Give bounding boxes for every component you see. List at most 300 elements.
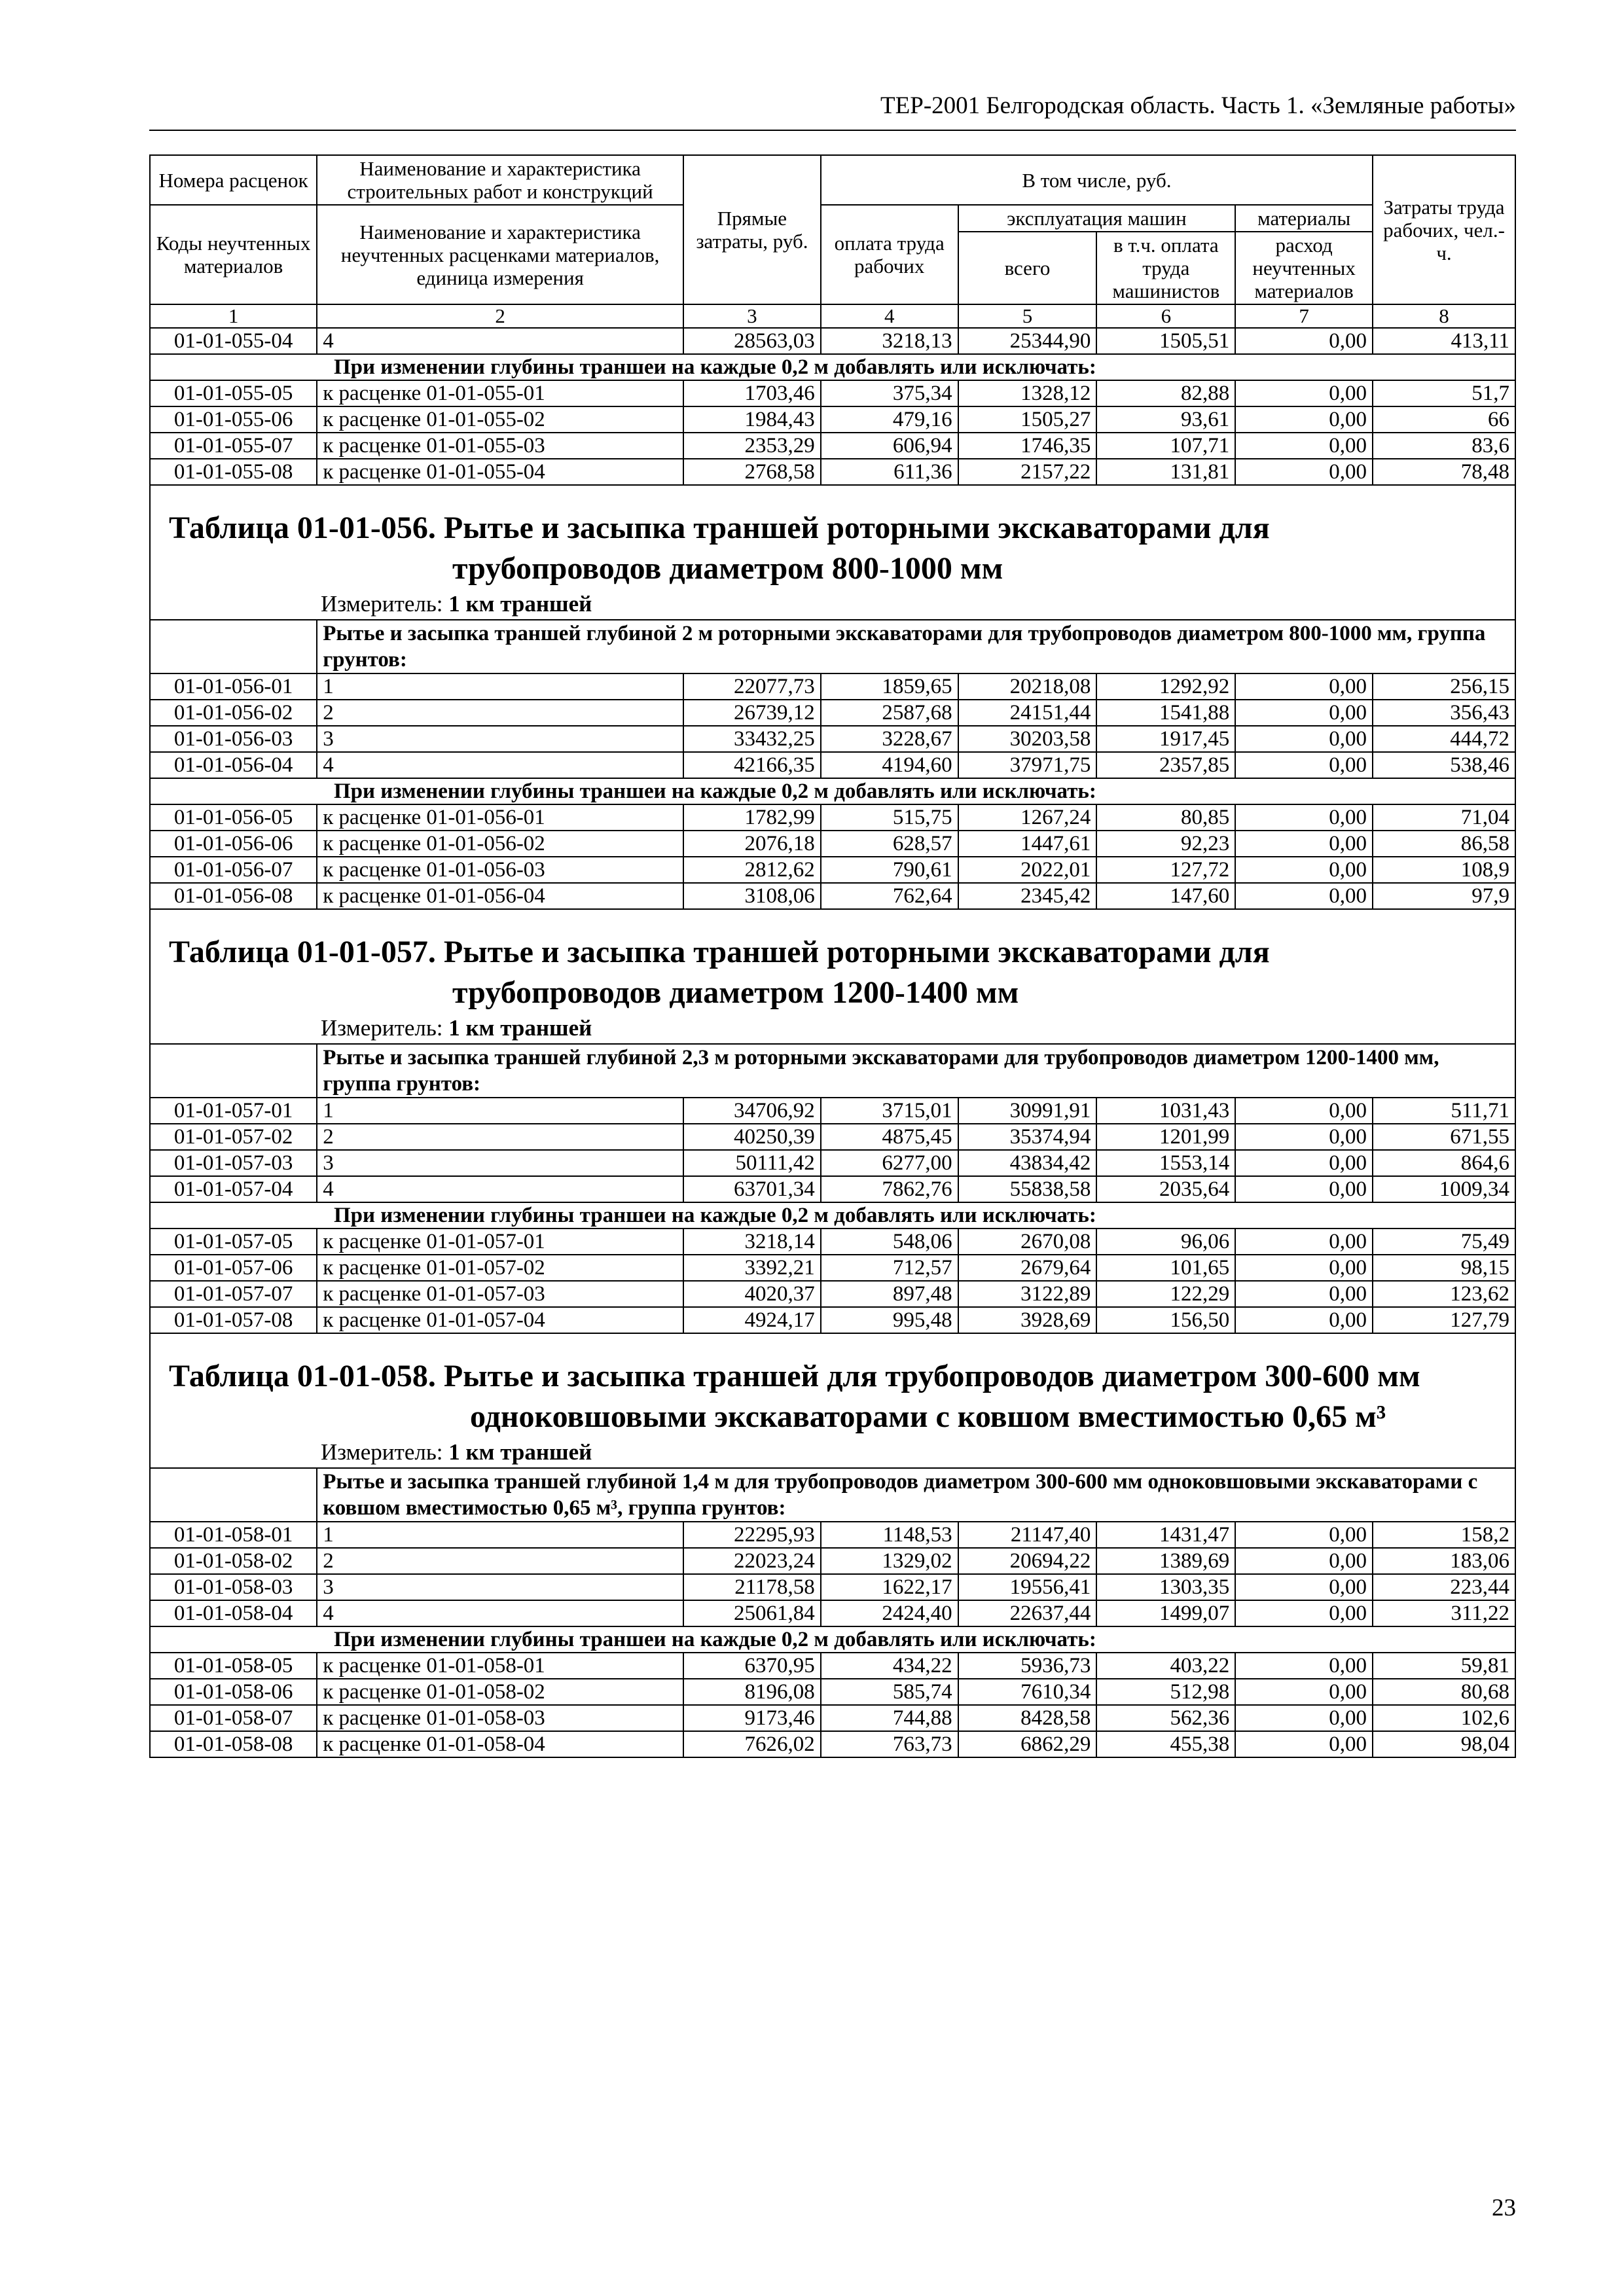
labor-cost: 1622,17 — [821, 1574, 958, 1600]
measure-line — [150, 589, 1515, 620]
direct-cost: 4020,37 — [683, 1281, 821, 1307]
labor-hours: 183,06 — [1373, 1548, 1515, 1574]
materials-cost: 0,00 — [1235, 1653, 1373, 1679]
labor-cost: 515,75 — [821, 804, 958, 831]
machine-cost: 2022,01 — [958, 857, 1097, 883]
column-number: 5 — [958, 304, 1097, 328]
measure-label: Измеритель: — [321, 1439, 443, 1465]
materials-cost: 0,00 — [1235, 1124, 1373, 1150]
note-row — [150, 778, 1515, 804]
machine-cost: 20694,22 — [958, 1548, 1097, 1574]
labor-hours: 127,79 — [1373, 1307, 1515, 1333]
rate-name: к расценке 01-01-055-01 — [317, 380, 683, 406]
labor-hours: 75,49 — [1373, 1229, 1515, 1255]
machine-cost: 30203,58 — [958, 726, 1097, 752]
section-title-line-1: Таблица 01-01-057. Рытье и засыпка траншей роторными экскаваторами для — [169, 935, 1270, 969]
rate-name: 3 — [317, 1574, 683, 1600]
rate-name: 1 — [317, 1522, 683, 1548]
col2-header-bottom: Наименование и характеристика неучтенных расценками материалов, единица измерения — [317, 205, 683, 304]
direct-cost: 9173,46 — [683, 1705, 821, 1731]
labor-cost: 548,06 — [821, 1229, 958, 1255]
labor-cost: 2587,68 — [821, 700, 958, 726]
section-title-line-2: одноковшовыми экскаваторами с ковшом вместимостью 0,65 м³ — [470, 1399, 1386, 1434]
operator-cost: 1553,14 — [1096, 1150, 1235, 1176]
operator-cost: 1499,07 — [1096, 1600, 1235, 1626]
rate-name: к расценке 01-01-058-03 — [317, 1705, 683, 1731]
rate-code: 01-01-056-04 — [150, 752, 317, 778]
machine-cost: 1328,12 — [958, 380, 1097, 406]
section-title — [150, 1333, 1515, 1437]
rate-name: к расценке 01-01-058-04 — [317, 1731, 683, 1757]
machine-cost: 5936,73 — [958, 1653, 1097, 1679]
labor-cost: 606,94 — [821, 433, 958, 459]
page-number: 23 — [1492, 2195, 1516, 2221]
operator-cost: 93,61 — [1096, 406, 1235, 433]
rate-code: 01-01-056-05 — [150, 804, 317, 831]
labor-cost: 3715,01 — [821, 1098, 958, 1124]
rate-name: к расценке 01-01-057-04 — [317, 1307, 683, 1333]
rate-code: 01-01-057-05 — [150, 1229, 317, 1255]
measure-value: 1 км траншей — [448, 591, 592, 617]
labor-cost: 744,88 — [821, 1705, 958, 1731]
rate-name: 4 — [317, 328, 683, 354]
table-row — [150, 406, 1515, 433]
rate-code: 01-01-058-06 — [150, 1679, 317, 1705]
rate-name: к расценке 01-01-056-03 — [317, 857, 683, 883]
rate-name: к расценке 01-01-056-01 — [317, 804, 683, 831]
operator-cost: 403,22 — [1096, 1653, 1235, 1679]
table-row — [150, 1124, 1515, 1150]
rate-code: 01-01-056-06 — [150, 831, 317, 857]
materials-cost: 0,00 — [1235, 726, 1373, 752]
table-row — [150, 726, 1515, 752]
measure-row — [150, 1013, 1515, 1044]
measure-text — [156, 1437, 1509, 1467]
table-row — [150, 1574, 1515, 1600]
col5-header: всего — [958, 232, 1097, 304]
direct-cost: 4924,17 — [683, 1307, 821, 1333]
direct-cost: 1984,43 — [683, 406, 821, 433]
operator-cost: 156,50 — [1096, 1307, 1235, 1333]
rate-code: 01-01-058-03 — [150, 1574, 317, 1600]
table-row — [150, 673, 1515, 700]
measure-row — [150, 589, 1515, 620]
materials-cost: 0,00 — [1235, 1255, 1373, 1281]
measure-row — [150, 1437, 1515, 1468]
labor-hours: 158,2 — [1373, 1522, 1515, 1548]
table-row — [150, 380, 1515, 406]
table-row — [150, 752, 1515, 778]
labor-hours: 356,43 — [1373, 700, 1515, 726]
rate-code: 01-01-057-04 — [150, 1176, 317, 1202]
table-row — [150, 1176, 1515, 1202]
rate-code: 01-01-055-05 — [150, 380, 317, 406]
measure-text — [156, 589, 1509, 619]
measure-line — [150, 1013, 1515, 1044]
machine-cost: 37971,75 — [958, 752, 1097, 778]
direct-cost: 42166,35 — [683, 752, 821, 778]
labor-hours: 223,44 — [1373, 1574, 1515, 1600]
operator-cost: 1505,51 — [1096, 328, 1235, 354]
rate-code: 01-01-056-08 — [150, 883, 317, 909]
labor-hours: 86,58 — [1373, 831, 1515, 857]
direct-cost: 8196,08 — [683, 1679, 821, 1705]
table-row — [150, 328, 1515, 354]
direct-cost: 2076,18 — [683, 831, 821, 857]
labor-hours: 444,72 — [1373, 726, 1515, 752]
operator-cost: 1917,45 — [1096, 726, 1235, 752]
labor-cost: 479,16 — [821, 406, 958, 433]
operator-cost: 1431,47 — [1096, 1522, 1235, 1548]
note-row — [150, 1202, 1515, 1229]
col6-header: в т.ч. оплата труда машинистов — [1096, 232, 1235, 304]
subtitle-row — [150, 620, 1515, 673]
direct-cost: 3392,21 — [683, 1255, 821, 1281]
subtitle-row — [150, 1468, 1515, 1522]
rate-name: к расценке 01-01-055-02 — [317, 406, 683, 433]
table-row — [150, 1229, 1515, 1255]
subtitle-code-cell — [150, 620, 317, 673]
materials-cost: 0,00 — [1235, 1522, 1373, 1548]
col2-header-top: Наименование и характеристика строительных работ и конструкций — [317, 155, 683, 205]
machine-cost: 25344,90 — [958, 328, 1097, 354]
labor-cost: 3228,67 — [821, 726, 958, 752]
table-row — [150, 1281, 1515, 1307]
labor-hours: 78,48 — [1373, 459, 1515, 485]
labor-hours: 59,81 — [1373, 1653, 1515, 1679]
labor-hours: 51,7 — [1373, 380, 1515, 406]
labor-cost: 611,36 — [821, 459, 958, 485]
table-row — [150, 1548, 1515, 1574]
running-header: ТЕР-2001 Белгородская область. Часть 1. «Земляные работы» — [880, 92, 1516, 119]
machine-cost: 2157,22 — [958, 459, 1097, 485]
rate-name: 3 — [317, 1150, 683, 1176]
depth-adjustment-note: При изменении глубины траншеи на каждые 0,2 м добавлять или исключать: — [150, 1626, 1515, 1653]
section-title-row — [150, 485, 1515, 589]
materials-cost: 0,00 — [1235, 1548, 1373, 1574]
machine-cost: 22637,44 — [958, 1600, 1097, 1626]
materials-cost: 0,00 — [1235, 1150, 1373, 1176]
machine-cost: 1447,61 — [958, 831, 1097, 857]
labor-hours: 671,55 — [1373, 1124, 1515, 1150]
materials-cost: 0,00 — [1235, 883, 1373, 909]
measure-line — [150, 1437, 1515, 1468]
table-row — [150, 1522, 1515, 1548]
operator-cost: 512,98 — [1096, 1679, 1235, 1705]
materials-cost: 0,00 — [1235, 1731, 1373, 1757]
direct-cost: 1703,46 — [683, 380, 821, 406]
rate-name: к расценке 01-01-058-01 — [317, 1653, 683, 1679]
materials-cost: 0,00 — [1235, 804, 1373, 831]
table-row — [150, 1653, 1515, 1679]
operator-cost: 101,65 — [1096, 1255, 1235, 1281]
rate-code: 01-01-055-07 — [150, 433, 317, 459]
operator-cost: 122,29 — [1096, 1281, 1235, 1307]
direct-cost: 2768,58 — [683, 459, 821, 485]
header-rule — [149, 130, 1516, 131]
operator-cost: 131,81 — [1096, 459, 1235, 485]
rate-code: 01-01-055-08 — [150, 459, 317, 485]
machine-cost: 2345,42 — [958, 883, 1097, 909]
labor-cost: 790,61 — [821, 857, 958, 883]
rate-name: к расценке 01-01-055-04 — [317, 459, 683, 485]
col7-header: расход неучтенных материалов — [1235, 232, 1373, 304]
rate-name: к расценке 01-01-058-02 — [317, 1679, 683, 1705]
direct-cost: 21178,58 — [683, 1574, 821, 1600]
table-row — [150, 459, 1515, 485]
rate-name: 1 — [317, 673, 683, 700]
materials-cost: 0,00 — [1235, 406, 1373, 433]
labor-cost: 763,73 — [821, 1731, 958, 1757]
depth-adjustment-note: При изменении глубины траншеи на каждые 0,2 м добавлять или исключать: — [150, 354, 1515, 380]
direct-cost: 7626,02 — [683, 1731, 821, 1757]
labor-hours: 256,15 — [1373, 673, 1515, 700]
table-row — [150, 831, 1515, 857]
rate-name: 2 — [317, 1124, 683, 1150]
labor-cost: 2424,40 — [821, 1600, 958, 1626]
labor-hours: 66 — [1373, 406, 1515, 433]
section-title-line-2: трубопроводов диаметром 1200-1400 мм — [452, 975, 1019, 1010]
section-title-line-2: трубопроводов диаметром 800-1000 мм — [452, 551, 1003, 586]
operator-cost: 92,23 — [1096, 831, 1235, 857]
rate-code: 01-01-058-01 — [150, 1522, 317, 1548]
labor-hours: 80,68 — [1373, 1679, 1515, 1705]
machine-cost: 2679,64 — [958, 1255, 1097, 1281]
materials-cost: 0,00 — [1235, 673, 1373, 700]
operator-cost: 562,36 — [1096, 1705, 1235, 1731]
table-row — [150, 1600, 1515, 1626]
column-number: 6 — [1096, 304, 1235, 328]
rate-name: 2 — [317, 1548, 683, 1574]
direct-cost: 3108,06 — [683, 883, 821, 909]
rate-code: 01-01-057-08 — [150, 1307, 317, 1333]
rate-code: 01-01-058-08 — [150, 1731, 317, 1757]
direct-cost: 6370,95 — [683, 1653, 821, 1679]
materials-cost: 0,00 — [1235, 459, 1373, 485]
subtitle-row — [150, 1044, 1515, 1098]
rate-code: 01-01-055-04 — [150, 328, 317, 354]
header-row-2 — [150, 205, 1515, 232]
machine-cost: 1746,35 — [958, 433, 1097, 459]
direct-cost: 50111,42 — [683, 1150, 821, 1176]
machine-cost: 8428,58 — [958, 1705, 1097, 1731]
materials-cost: 0,00 — [1235, 752, 1373, 778]
measure-value: 1 км траншей — [448, 1015, 592, 1041]
col4-header: оплата труда рабочих — [821, 205, 958, 304]
rate-code: 01-01-056-01 — [150, 673, 317, 700]
operator-cost: 455,38 — [1096, 1731, 1235, 1757]
section-subtitle: Рытье и засыпка траншей глубиной 1,4 м для трубопроводов диаметром 300-600 мм одноковшовыми экскаваторами с ковшом вместимостью 0,65 м³, группа грунтов: — [317, 1468, 1515, 1522]
table-row — [150, 1679, 1515, 1705]
materials-cost: 0,00 — [1235, 380, 1373, 406]
materials-cost: 0,00 — [1235, 1098, 1373, 1124]
rate-name: к расценке 01-01-055-03 — [317, 433, 683, 459]
materials-cost: 0,00 — [1235, 857, 1373, 883]
operator-cost: 80,85 — [1096, 804, 1235, 831]
machine-cost: 43834,42 — [958, 1150, 1097, 1176]
materials-cost: 0,00 — [1235, 1307, 1373, 1333]
materials-cost: 0,00 — [1235, 433, 1373, 459]
measure-label: Измеритель: — [321, 1015, 443, 1041]
labor-hours: 102,6 — [1373, 1705, 1515, 1731]
col3-header: Прямые затраты, руб. — [683, 155, 821, 304]
section-title — [150, 909, 1515, 1013]
table-row — [150, 1098, 1515, 1124]
machine-cost: 7610,34 — [958, 1679, 1097, 1705]
operator-cost: 2035,64 — [1096, 1176, 1235, 1202]
rates-table — [149, 154, 1516, 1758]
labor-cost: 4194,60 — [821, 752, 958, 778]
labor-hours: 108,9 — [1373, 857, 1515, 883]
labor-cost: 897,48 — [821, 1281, 958, 1307]
rate-code: 01-01-056-02 — [150, 700, 317, 726]
operator-cost: 147,60 — [1096, 883, 1235, 909]
operator-cost: 1389,69 — [1096, 1548, 1235, 1574]
labor-cost: 585,74 — [821, 1679, 958, 1705]
table-row — [150, 700, 1515, 726]
direct-cost: 3218,14 — [683, 1229, 821, 1255]
rate-name: к расценке 01-01-056-02 — [317, 831, 683, 857]
table-row — [150, 433, 1515, 459]
rate-name: 2 — [317, 700, 683, 726]
machine-cost: 1505,27 — [958, 406, 1097, 433]
rate-code: 01-01-057-03 — [150, 1150, 317, 1176]
labor-hours: 864,6 — [1373, 1150, 1515, 1176]
direct-cost: 34706,92 — [683, 1098, 821, 1124]
labor-hours: 98,15 — [1373, 1255, 1515, 1281]
section-title — [150, 485, 1515, 589]
rate-name: 1 — [317, 1098, 683, 1124]
table-row — [150, 857, 1515, 883]
labor-hours: 538,46 — [1373, 752, 1515, 778]
rate-name: 4 — [317, 1176, 683, 1202]
rate-code: 01-01-055-06 — [150, 406, 317, 433]
rate-name: 4 — [317, 1600, 683, 1626]
subtitle-code-cell — [150, 1468, 317, 1522]
labor-cost: 4875,45 — [821, 1124, 958, 1150]
direct-cost: 22023,24 — [683, 1548, 821, 1574]
direct-cost: 28563,03 — [683, 328, 821, 354]
labor-cost: 762,64 — [821, 883, 958, 909]
rate-code: 01-01-058-05 — [150, 1653, 317, 1679]
labor-cost: 1148,53 — [821, 1522, 958, 1548]
operator-cost: 107,71 — [1096, 433, 1235, 459]
labor-hours: 123,62 — [1373, 1281, 1515, 1307]
operator-cost: 1201,99 — [1096, 1124, 1235, 1150]
operator-cost: 1031,43 — [1096, 1098, 1235, 1124]
direct-cost: 40250,39 — [683, 1124, 821, 1150]
labor-hours: 311,22 — [1373, 1600, 1515, 1626]
col1-header-top: Номера расценок — [150, 155, 317, 205]
machine-cost: 1267,24 — [958, 804, 1097, 831]
labor-cost: 434,22 — [821, 1653, 958, 1679]
measure-value: 1 км траншей — [448, 1439, 592, 1465]
machine-cost: 20218,08 — [958, 673, 1097, 700]
table-row — [150, 883, 1515, 909]
rate-code: 01-01-058-02 — [150, 1548, 317, 1574]
machine-cost: 19556,41 — [958, 1574, 1097, 1600]
table-body — [150, 155, 1515, 1757]
rate-name: к расценке 01-01-057-02 — [317, 1255, 683, 1281]
labor-hours: 83,6 — [1373, 433, 1515, 459]
direct-cost: 2353,29 — [683, 433, 821, 459]
machine-cost: 2670,08 — [958, 1229, 1097, 1255]
machines-header: эксплуатация машин — [958, 205, 1236, 232]
measure-label: Измеритель: — [321, 591, 443, 617]
labor-hours: 71,04 — [1373, 804, 1515, 831]
labor-cost: 1859,65 — [821, 673, 958, 700]
rate-code: 01-01-057-06 — [150, 1255, 317, 1281]
materials-cost: 0,00 — [1235, 1705, 1373, 1731]
rate-code: 01-01-058-07 — [150, 1705, 317, 1731]
materials-cost: 0,00 — [1235, 1229, 1373, 1255]
labor-cost: 1329,02 — [821, 1548, 958, 1574]
col8-header: Затраты труда рабочих, чел.-ч. — [1373, 155, 1515, 304]
labor-cost: 375,34 — [821, 380, 958, 406]
depth-adjustment-note: При изменении глубины траншеи на каждые 0,2 м добавлять или исключать: — [150, 778, 1515, 804]
table-row — [150, 1255, 1515, 1281]
note-row — [150, 1626, 1515, 1653]
column-number: 2 — [317, 304, 683, 328]
materials-header: материалы — [1235, 205, 1373, 232]
table-row — [150, 1307, 1515, 1333]
machine-cost: 6862,29 — [958, 1731, 1097, 1757]
rate-name: 3 — [317, 726, 683, 752]
column-number: 8 — [1373, 304, 1515, 328]
materials-cost: 0,00 — [1235, 700, 1373, 726]
direct-cost: 1782,99 — [683, 804, 821, 831]
rate-code: 01-01-056-07 — [150, 857, 317, 883]
rate-code: 01-01-057-01 — [150, 1098, 317, 1124]
materials-cost: 0,00 — [1235, 1281, 1373, 1307]
table-row — [150, 804, 1515, 831]
machine-cost: 3928,69 — [958, 1307, 1097, 1333]
rate-code: 01-01-057-02 — [150, 1124, 317, 1150]
column-number-row — [150, 304, 1515, 328]
column-number: 7 — [1235, 304, 1373, 328]
note-row — [150, 354, 1515, 380]
labor-hours: 98,04 — [1373, 1731, 1515, 1757]
direct-cost: 22295,93 — [683, 1522, 821, 1548]
table-row — [150, 1731, 1515, 1757]
rate-code: 01-01-058-04 — [150, 1600, 317, 1626]
table-row — [150, 1705, 1515, 1731]
machine-cost: 55838,58 — [958, 1176, 1097, 1202]
column-number: 1 — [150, 304, 317, 328]
operator-cost: 1292,92 — [1096, 673, 1235, 700]
machine-cost: 35374,94 — [958, 1124, 1097, 1150]
machine-cost: 3122,89 — [958, 1281, 1097, 1307]
labor-hours: 413,11 — [1373, 328, 1515, 354]
operator-cost: 127,72 — [1096, 857, 1235, 883]
labor-hours: 511,71 — [1373, 1098, 1515, 1124]
direct-cost: 63701,34 — [683, 1176, 821, 1202]
section-title-row — [150, 909, 1515, 1013]
table-row — [150, 1150, 1515, 1176]
operator-cost: 1541,88 — [1096, 700, 1235, 726]
section-title-line-1: Таблица 01-01-056. Рытье и засыпка траншей роторными экскаваторами для — [169, 511, 1270, 545]
section-title-line-1: Таблица 01-01-058. Рытье и засыпка траншей для трубопроводов диаметром 300-600 мм — [169, 1359, 1420, 1393]
machine-cost: 24151,44 — [958, 700, 1097, 726]
materials-cost: 0,00 — [1235, 1679, 1373, 1705]
col1-header-bottom: Коды неучтенных материалов — [150, 205, 317, 304]
direct-cost: 33432,25 — [683, 726, 821, 752]
rate-name: к расценке 01-01-056-04 — [317, 883, 683, 909]
machine-cost: 21147,40 — [958, 1522, 1097, 1548]
materials-cost: 0,00 — [1235, 831, 1373, 857]
direct-cost: 2812,62 — [683, 857, 821, 883]
materials-cost: 0,00 — [1235, 328, 1373, 354]
